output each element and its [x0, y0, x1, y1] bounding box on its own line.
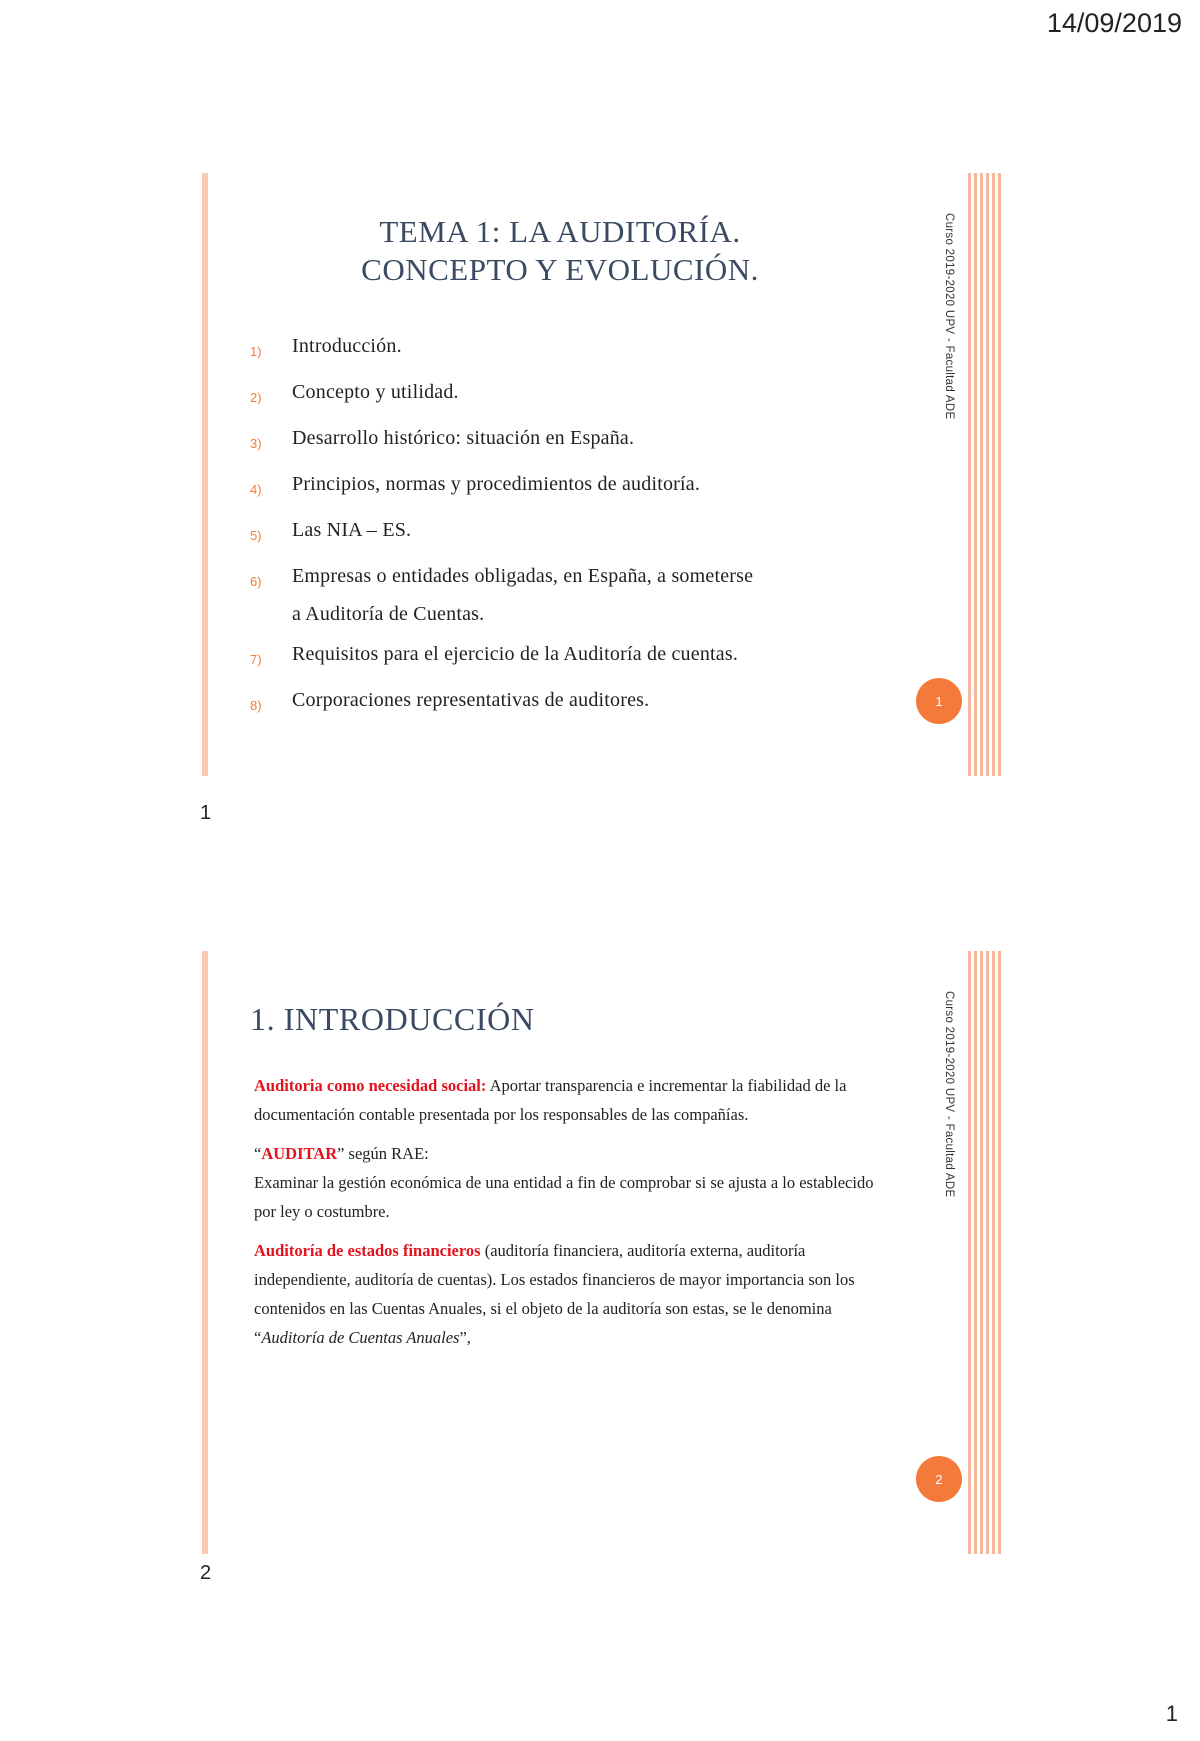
italic-term: Auditoría de Cuentas Anuales	[261, 1328, 460, 1347]
slide-left-bar	[202, 173, 208, 776]
quote-close: ” según RAE:	[337, 1144, 429, 1163]
item-number: 4)	[250, 482, 262, 497]
item-number: 7)	[250, 652, 262, 667]
slide-body	[254, 1071, 894, 1362]
title-line-2: CONCEPTO Y EVOLUCIÓN.	[361, 252, 759, 287]
paragraph-social-need	[254, 1071, 894, 1129]
item-text: Principios, normas y procedimientos de auditoría.	[292, 473, 701, 495]
page-number: 1	[1165, 1701, 1178, 1726]
slide-title: 1. INTRODUCCIÓN	[250, 1001, 535, 1037]
slide-side-text: Curso 2019-2020 UPV - Facultad ADE	[943, 991, 955, 1198]
list-item	[250, 379, 890, 411]
item-text: Requisitos para el ejercicio de la Auditoría de cuentas.	[292, 643, 739, 665]
item-number: 8)	[250, 698, 262, 713]
highlight-term: Auditoría de estados financieros	[254, 1241, 481, 1260]
slide-1	[200, 173, 1001, 776]
paragraph-text: Aportar transparencia e incrementar la fiabilidad de la documentación contable presentada por los responsables de las compañías.	[254, 1076, 847, 1124]
paragraph-end: ”,	[459, 1328, 471, 1347]
slide-number-badge: 1	[916, 678, 962, 724]
highlight-term: Auditoria como necesidad social:	[254, 1076, 487, 1095]
slide-side-text: Curso 2019-2020 UPV - Facultad ADE	[943, 213, 955, 420]
slide-number-badge: 2	[916, 1456, 962, 1502]
list-item	[250, 517, 890, 549]
list-item	[250, 687, 890, 719]
item-number: 5)	[250, 528, 262, 543]
list-item	[250, 333, 890, 365]
item-number: 3)	[250, 436, 262, 451]
item-text: Desarrollo histórico: situación en España.	[292, 427, 635, 449]
item-number: 2)	[250, 390, 262, 405]
slide-right-stripes	[968, 173, 1001, 776]
item-number: 1)	[250, 344, 262, 359]
paragraph-text: (auditoría financiera, auditoría externa, auditoría independiente, auditoría de cuentas). Los estados financieros de mayor importancia son los contenidos en las Cuentas Anuales, si el objeto de la auditoría son estas, se le denomina “	[254, 1241, 855, 1347]
slide-2	[200, 951, 1001, 1554]
table-of-contents	[250, 333, 890, 733]
page-date: 14/09/2019	[1046, 8, 1182, 38]
quote-open: “	[254, 1144, 262, 1163]
paragraph-text: Examinar la gestión económica de una entidad a fin de comprobar si se ajusta a lo establecido por ley o costumbre.	[254, 1173, 874, 1221]
item-text: Introducción.	[292, 335, 402, 357]
item-text-continued: a Auditoría de Cuentas.	[292, 603, 485, 625]
paragraph-auditar	[254, 1139, 894, 1226]
item-number: 6)	[250, 574, 262, 589]
list-item	[250, 641, 890, 673]
slide-label: 2	[200, 1562, 212, 1584]
title-line-1: TEMA 1: LA AUDITORÍA.	[379, 214, 741, 249]
list-item	[250, 563, 890, 627]
slide-left-bar	[202, 951, 208, 1554]
item-text: Las NIA – ES.	[292, 519, 412, 541]
item-text: Corporaciones representativas de auditores.	[292, 689, 650, 711]
slide-right-stripes	[968, 951, 1001, 1554]
paragraph-financial-statements	[254, 1236, 894, 1352]
highlight-term: AUDITAR	[261, 1144, 338, 1163]
slide-label: 1	[200, 802, 212, 824]
list-item	[250, 471, 890, 503]
item-text: Concepto y utilidad.	[292, 381, 459, 403]
slide-title	[260, 213, 860, 289]
item-text: Empresas o entidades obligadas, en España, a someterse	[292, 565, 754, 587]
list-item	[250, 425, 890, 457]
